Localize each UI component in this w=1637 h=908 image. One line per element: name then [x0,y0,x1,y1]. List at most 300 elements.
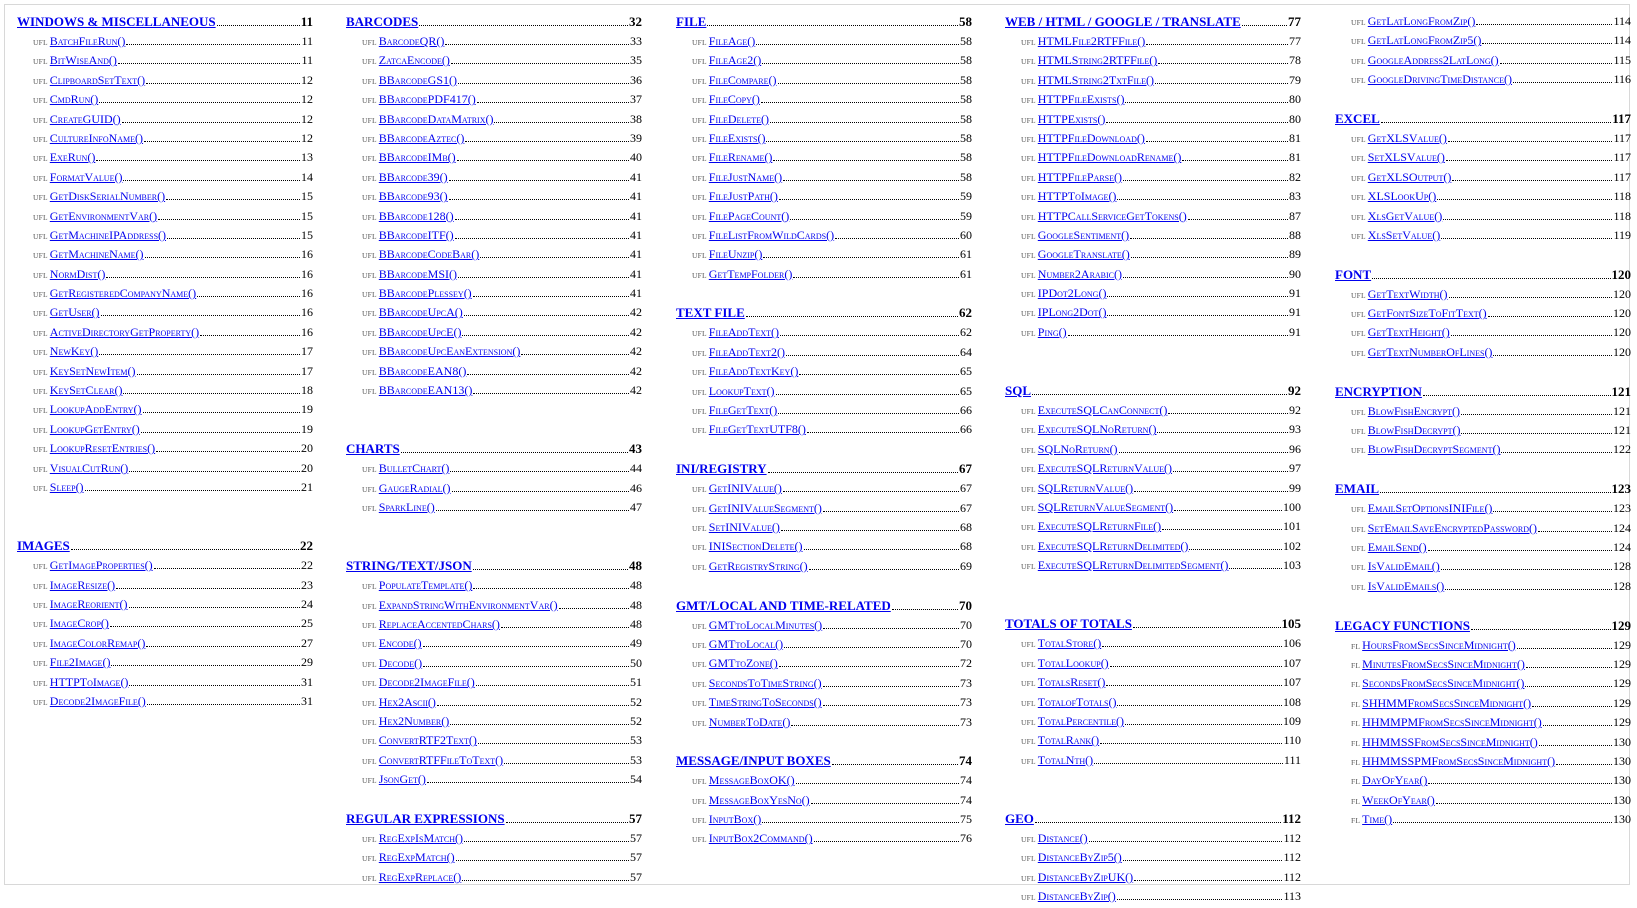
function-link[interactable]: Sleep() [49,479,84,494]
function-link[interactable]: GetFontSizeToFitText() [1367,306,1487,321]
section-title-link[interactable]: GMT/LOCAL AND TIME-RELATED [676,597,891,613]
entry-page-number: 59 [960,189,972,204]
function-link[interactable]: HTTPCallServiceGetTokens() [1037,208,1187,223]
function-link[interactable]: BBarcodeUpcA() [378,305,463,320]
entry-prefix: UFL [33,639,48,649]
entry-prefix: UFL [362,834,377,844]
toc-entry [17,558,313,577]
dot-leader [449,180,629,181]
function-link[interactable]: XlsSetValue() [1367,227,1441,242]
function-link[interactable]: FilePageCount() [708,208,790,223]
function-link[interactable]: NumberToDate() [708,714,791,729]
entry-page-number: 64 [960,344,972,359]
toc-entry [1335,423,1631,442]
function-link[interactable]: HTTPExists() [1037,111,1106,126]
function-link[interactable]: RegExpReplace() [378,869,462,884]
function-link[interactable]: SQLReturnValueSegment() [1037,500,1174,514]
section-title-link[interactable]: STRING/TEXT/JSON [346,558,472,574]
entry-page-number: 72 [960,656,972,671]
function-link[interactable]: CultureInfoName() [49,130,144,145]
dot-leader [1168,413,1288,414]
function-link[interactable]: ExecuteSQLReturnValue() [1037,461,1172,476]
function-link[interactable]: Hex2Number() [378,713,450,728]
function-link[interactable]: LookupText() [708,383,775,398]
entry-prefix: UFL [33,659,48,669]
entry-page-number: 37 [630,92,642,107]
function-link[interactable]: HTTPToImage() [1037,189,1117,204]
toc-column-5 [1335,14,1631,831]
entry-page-number: 114 [1613,14,1631,28]
function-link[interactable]: HHMMPMFromSecsSinceMidnight() [1362,715,1542,730]
function-link[interactable]: FileJustPath() [708,189,778,204]
function-link[interactable]: File2Image() [49,655,111,670]
section-title-link[interactable]: TEXT FILE [676,305,745,321]
function-link[interactable]: GoogleTranslate() [1037,247,1130,262]
function-link[interactable]: GetTextNumberOfLines() [1367,344,1493,359]
toc-entry [676,267,972,286]
function-link[interactable]: ExpandStringWithEnvironmentVar() [378,597,558,612]
entry-prefix: UFL [692,562,707,572]
function-link[interactable]: BBarcodeUpcE() [378,324,462,339]
function-link[interactable]: ConvertRTF2Text() [378,733,477,748]
function-link[interactable]: JsonGet() [378,772,426,787]
function-link[interactable]: BlowFishEncrypt() [1367,403,1461,418]
function-link[interactable]: CmdRun() [49,92,99,107]
section-title-link[interactable]: FILE [676,14,707,29]
function-link[interactable]: TotalNth() [1037,752,1094,767]
function-link[interactable]: GetINIValue() [708,481,782,496]
function-link[interactable]: KeySetClear() [49,383,123,398]
function-link[interactable]: BBarcodeUpcEanExtension() [378,344,521,359]
function-link[interactable]: BBarcodeITF() [378,227,454,242]
function-link[interactable]: BBarcodeDataMatrix() [378,111,494,126]
function-link[interactable]: InputBox2Command() [708,831,813,846]
toc-section [676,461,972,578]
function-link[interactable]: ConvertRTFFileToText() [378,752,504,767]
entry-prefix: UFL [33,270,48,280]
entry-page-number: 66 [960,403,972,418]
entry-page-number: 129 [1613,715,1631,730]
function-link[interactable]: ImageColorRemap() [49,635,146,650]
function-link[interactable]: DistanceByZip5() [1037,850,1122,865]
function-link[interactable]: HTMLString2RTFFile() [1037,53,1158,68]
dot-leader [99,102,300,103]
function-link[interactable]: BBarcodeCodeBar() [378,247,480,262]
function-link[interactable]: ExecuteSQLCanConnect() [1037,403,1168,418]
toc-section [1005,383,1301,578]
function-link[interactable]: DistanceByZipUK() [1037,869,1134,884]
entry-page-number: 99 [1289,480,1301,495]
function-link[interactable]: FileJustName() [708,169,783,184]
entry-prefix: UFL [362,873,377,883]
function-link[interactable]: GetRegisteredCompanyName() [49,286,197,301]
entry-page-number: 58 [960,150,972,165]
section-title-link[interactable]: EXCEL [1335,110,1380,126]
function-link[interactable]: Decode2ImageFile() [378,675,475,690]
function-link[interactable]: GetMachineName() [49,247,144,262]
function-link[interactable]: BarcodeQR() [378,34,445,48]
function-link[interactable]: Decode() [378,655,423,670]
function-link[interactable]: TotalPercentile() [1037,713,1125,728]
toc-entry [17,616,313,635]
section-page-number: 77 [1288,14,1301,29]
function-link[interactable]: GetTempFolder() [708,266,793,281]
entry-page-number: 103 [1283,558,1301,573]
function-link[interactable]: IsValidEmails() [1367,578,1445,593]
section-page-number: 58 [959,14,972,29]
entry-page-number: 68 [960,539,972,554]
section-title-link[interactable]: WEB / HTML / GOOGLE / TRANSLATE [1005,14,1241,29]
function-link[interactable]: XlsGetValue() [1367,208,1443,223]
function-link[interactable]: SQLNoReturn() [1037,441,1118,456]
function-link[interactable]: SHHMMFromSecsSinceMidnight() [1362,695,1532,710]
function-link[interactable]: FileRename() [708,150,773,165]
function-link[interactable]: TotalofTotals() [1037,694,1117,709]
function-link[interactable]: GetImageProperties() [49,558,153,573]
function-link[interactable]: GetLatLongFromZip() [1367,14,1476,28]
dot-leader [452,491,629,492]
entry-page-number: 24 [301,596,313,611]
entry-prefix: UFL [33,76,48,86]
function-link[interactable]: FileAddText2() [708,344,785,359]
function-link[interactable]: Number2Arabic() [1037,266,1123,281]
function-link[interactable]: GetUser() [49,305,100,320]
toc-entry [346,150,642,169]
dot-leader [450,471,629,472]
function-link[interactable]: EmailSend() [1367,539,1427,554]
toc-entry [1005,267,1301,286]
entry-prefix: UFL [692,96,707,106]
function-link[interactable]: FileGetText() [708,403,778,418]
entry-prefix: UFL [692,134,707,144]
function-link[interactable]: TotalLookup() [1037,655,1109,670]
function-link[interactable]: SetXLSValue() [1367,150,1445,165]
function-link[interactable]: SetEmailSaveEncryptedPassword() [1367,520,1537,535]
dot-leader [773,160,959,161]
function-link[interactable]: GoogleDrivingTimeDistance() [1367,72,1513,87]
entry-page-number: 92 [1289,403,1301,418]
function-link[interactable]: ImageReorient() [49,596,128,611]
function-link[interactable]: SQLReturnValue() [1037,480,1134,495]
entry-prefix: UFL [692,796,707,806]
section-title-link[interactable]: INI/REGISTRY [676,461,767,477]
entry-page-number: 108 [1283,694,1301,709]
entry-prefix: UFL [362,290,377,300]
function-link[interactable]: InputBox() [708,812,762,827]
entry-prefix: UFL [1021,640,1036,650]
toc-entry [676,170,972,189]
function-link[interactable]: ClipboardSetText() [49,72,146,87]
function-link[interactable]: Encode() [378,636,422,651]
entry-page-number: 91 [1289,305,1301,320]
function-link[interactable]: SecondsFromSecsSinceMidnight() [1362,676,1525,691]
function-link[interactable]: MessageBoxYesNo() [708,792,810,807]
function-link[interactable]: HTTPFileDownload() [1037,130,1145,145]
entry-page-number: 67 [960,500,972,515]
section-title-link[interactable]: EMAIL [1335,481,1380,497]
function-link[interactable]: MessageBoxOK() [708,773,795,788]
function-link[interactable]: TimeStringToSeconds() [708,695,822,710]
section-title-link[interactable]: WINDOWS & MISCELLANEOUS [17,14,216,29]
function-link[interactable]: TotalsReset() [1037,675,1106,690]
function-link[interactable]: GMTtoLocal() [708,636,784,651]
entry-prefix: UFL [362,737,377,747]
function-link[interactable]: ExeRun() [49,150,96,165]
section-title-link[interactable]: GEO [1005,810,1034,826]
function-link[interactable]: RegExpIsMatch() [378,830,464,845]
dot-leader [823,511,959,512]
section-title-link[interactable]: CHARTS [346,441,400,457]
section-heading [346,558,642,578]
function-link[interactable]: Distance() [1037,830,1088,845]
function-link[interactable]: BBarcode39() [378,169,448,184]
function-link[interactable]: GaugeRadial() [378,480,451,495]
toc-entry [346,850,642,869]
entry-page-number: 117 [1613,130,1631,145]
function-link[interactable]: EmailSetOptionsINIFile() [1367,501,1493,516]
function-link[interactable]: GMTtoZone() [708,656,778,671]
function-link[interactable]: DayOfYear() [1362,773,1428,788]
function-link[interactable]: GetMachineIPAddress() [49,227,167,242]
function-link[interactable]: FileAge() [708,34,756,48]
entry-page-number: 12 [301,130,313,145]
function-link[interactable]: HHMMSSFromSecsSinceMidnight() [1362,734,1538,749]
entry-prefix: UFL [362,756,377,766]
function-link[interactable]: FileExists() [708,130,766,145]
entry-page-number: 31 [301,693,313,708]
function-link[interactable]: GetTextHeight() [1367,325,1450,340]
function-link[interactable]: Time() [1362,812,1393,827]
function-link[interactable]: BulletChart() [378,461,450,476]
function-link[interactable]: GetRegistryString() [708,558,808,573]
function-link[interactable]: GetEnvironmentVar() [49,208,158,223]
entry-prefix: UFL [362,504,377,513]
function-link[interactable]: DistanceByZip() [1037,889,1116,904]
entry-prefix: UFL [1021,407,1036,417]
function-link[interactable]: LookupResetEntries() [49,441,156,456]
entry-prefix: UFL [1351,524,1366,534]
function-link[interactable]: FileDelete() [708,111,769,126]
function-link[interactable]: GoogleAddress2LatLong() [1367,52,1499,67]
function-link[interactable]: BBarcodeGS1() [378,72,458,87]
entry-prefix: UFL [692,699,707,709]
section-title-link[interactable]: SQL [1005,383,1032,399]
function-link[interactable]: Hex2Ascii() [378,694,436,709]
function-link[interactable]: TotalStore() [1037,636,1102,651]
function-link[interactable]: ExecuteSQLReturnDelimitedSegment() [1037,558,1229,573]
function-link[interactable]: KeySetNewItem() [49,363,136,378]
function-link[interactable]: FormatValue() [49,169,123,184]
entry-prefix: UFL [1021,426,1036,436]
entry-page-number: 88 [1289,227,1301,242]
function-link[interactable]: FileCompare() [708,72,777,87]
function-link[interactable]: BBarcodePDF417() [378,92,476,107]
function-link[interactable]: GetDiskSerialNumber() [49,189,166,204]
section-title-link[interactable]: ENCRYPTION [1335,383,1422,399]
function-link[interactable]: ImageResize() [49,577,116,592]
function-link[interactable]: PopulateTemplate() [378,578,473,593]
dot-leader [118,63,301,64]
function-link[interactable]: BBarcodeMSI() [378,266,458,281]
entry-page-number: 48 [630,597,642,612]
toc-entry [676,559,972,578]
function-link[interactable]: BBarcodeAztec() [378,130,465,145]
function-link[interactable]: GetXLSValue() [1367,130,1447,145]
entry-prefix: UFL [33,678,48,688]
section-title-link[interactable]: FONT [1335,266,1372,282]
dot-leader [707,25,958,26]
entry-page-number: 20 [301,441,313,456]
function-link[interactable]: ImageCrop() [49,616,109,631]
function-link[interactable]: VisualCutRun() [49,460,129,475]
function-link[interactable]: FileAddTextKey() [708,364,799,379]
entry-page-number: 119 [1613,227,1631,242]
dot-leader [427,782,629,783]
entry-prefix: UFL [362,484,377,494]
function-link[interactable]: HTMLString2TxtFile() [1037,72,1154,87]
section-title-link[interactable]: MESSAGE/INPUT BOXES [676,753,831,769]
section-page-number: 43 [629,441,642,457]
function-link[interactable]: ActiveDirectoryGetProperty() [49,324,200,339]
section-title-link[interactable]: REGULAR EXPRESSIONS [346,810,505,826]
function-link[interactable]: FileAddText() [708,325,779,340]
function-link[interactable]: XLSLookUp() [1367,189,1437,204]
entry-page-number: 121 [1613,403,1631,418]
entry-prefix: UFL [1021,465,1036,475]
function-link[interactable]: HHMMSSPMFromSecsSinceMidnight() [1362,753,1556,768]
function-link[interactable]: LookupGetEntry() [49,421,140,436]
function-link[interactable]: GetLatLongFromZip5() [1367,33,1482,48]
function-link[interactable]: GMTtoLocalMinutes() [708,617,823,632]
function-link[interactable]: MinutesFromSecsSinceMidnight() [1362,656,1525,671]
toc-entry [1335,657,1631,676]
entry-prefix: UFL [1351,407,1366,417]
function-link[interactable]: HTMLFile2RTFFile() [1037,34,1146,48]
entry-prefix: UFL [692,270,707,280]
toc-entry [676,34,972,53]
function-link[interactable]: ExecuteSQLNoReturn() [1037,422,1157,437]
dot-leader [450,724,629,725]
entry-page-number: 57 [630,869,642,884]
function-link[interactable]: ZatcaEncode() [378,53,450,68]
dot-leader [1146,141,1288,142]
function-link[interactable]: GoogleSentiment() [1037,227,1130,242]
entry-page-number: 75 [960,812,972,827]
toc-entry [346,500,642,519]
function-link[interactable]: IsValidEmail() [1367,559,1440,574]
toc-section [1335,384,1631,462]
section-title-link[interactable]: BARCODES [346,14,419,29]
function-link[interactable]: TotalRank() [1037,733,1100,748]
toc-entry [1335,501,1631,520]
function-link[interactable]: HTTPFileExists() [1037,92,1125,107]
function-link[interactable]: FileCopy() [708,92,760,107]
entry-page-number: 58 [960,72,972,87]
function-link[interactable]: BitWiseAnd() [49,53,117,68]
function-link[interactable]: ExecuteSQLReturnFile() [1037,519,1162,534]
function-link[interactable]: ExecuteSQLReturnDelimited() [1037,538,1189,553]
function-link[interactable]: INISectionDelete() [708,539,803,554]
dot-leader [1446,160,1613,161]
dot-leader [1517,648,1612,649]
function-link[interactable]: Decode2ImageFile() [49,693,146,708]
function-link[interactable]: BBarcodePlessey() [378,286,472,301]
function-link[interactable]: BBarcodeIMb() [378,150,456,165]
function-link[interactable]: BlowFishDecryptSegment() [1367,442,1501,457]
function-link[interactable]: BBarcode93() [378,189,448,204]
function-link[interactable]: NormDist() [49,266,106,281]
section-title-link[interactable]: TOTALS OF TOTALS [1005,616,1132,632]
dot-leader [804,549,959,550]
entry-page-number: 12 [301,92,313,107]
toc-entry [676,422,972,441]
entry-page-number: 68 [960,519,972,534]
function-link[interactable]: BatchFileRun() [49,34,126,48]
entry-page-number: 54 [630,772,642,787]
entry-prefix: UFL [1351,563,1366,573]
function-link[interactable]: GetTextWidth() [1367,286,1448,301]
function-link[interactable]: WeekOfYear() [1362,792,1435,807]
function-link[interactable]: HTTPFileParse() [1037,169,1123,184]
function-link[interactable]: SetINIValue() [708,519,780,534]
function-link[interactable]: BBarcodeEAN8() [378,363,467,378]
function-link[interactable]: IPDot2Long() [1037,286,1107,301]
function-link[interactable]: HTTPToImage() [49,674,129,689]
entry-prefix: UFL [33,96,48,106]
entry-prefix: UFL [1351,348,1366,358]
toc-entry [676,92,972,111]
entry-page-number: 52 [630,713,642,728]
entry-prefix: UFL [1351,134,1366,144]
function-link[interactable]: FileGetTextUTF8() [708,422,806,437]
function-link[interactable]: HTTPFileDownloadRename() [1037,150,1182,165]
function-link[interactable]: NewKey() [49,344,99,359]
entry-page-number: 41 [630,266,642,281]
function-link[interactable]: GetINIValueSegment() [708,500,822,515]
function-link[interactable]: FileUnzip() [708,247,763,262]
entry-prefix: UFL [692,251,707,261]
function-link[interactable]: IPLong2Dot() [1037,305,1107,320]
function-link[interactable]: Ping() [1037,324,1067,339]
toc-entry [1005,325,1301,344]
function-link[interactable]: FileAge2() [708,53,762,68]
toc-entry [17,636,313,655]
function-link[interactable]: HoursFromSecsSinceMidnight() [1362,637,1516,652]
function-link[interactable]: BBarcodeEAN13() [378,383,473,398]
entry-prefix: UFL [33,581,48,591]
function-link[interactable]: ReplaceAccentedChars() [378,616,500,631]
section-title-link[interactable]: LEGACY FUNCTIONS [1335,617,1470,633]
entry-prefix: UFL [1021,834,1036,844]
entry-page-number: 117 [1613,169,1631,184]
function-link[interactable]: CreateGUID() [49,111,121,126]
function-link[interactable]: BlowFishDecrypt() [1367,423,1461,438]
toc-entry [1335,793,1631,812]
function-link[interactable]: LookupAddEntry() [49,402,142,417]
entry-prefix: UFL [33,173,48,183]
function-link[interactable]: RegExpMatch() [378,850,455,865]
function-link[interactable]: GetXLSOutput() [1367,169,1452,184]
dot-leader [1482,43,1612,44]
function-link[interactable]: BBarcode128() [378,208,454,223]
section-title-link[interactable]: IMAGES [17,538,70,554]
entry-prefix: UFL [1351,212,1366,222]
section-heading [676,14,972,34]
function-link[interactable]: SecondsToTimeString() [708,675,822,690]
entry-page-number: 61 [960,247,972,262]
function-link[interactable]: SparkLine() [378,500,435,514]
function-link[interactable]: FileListFromWildCards() [708,227,835,242]
